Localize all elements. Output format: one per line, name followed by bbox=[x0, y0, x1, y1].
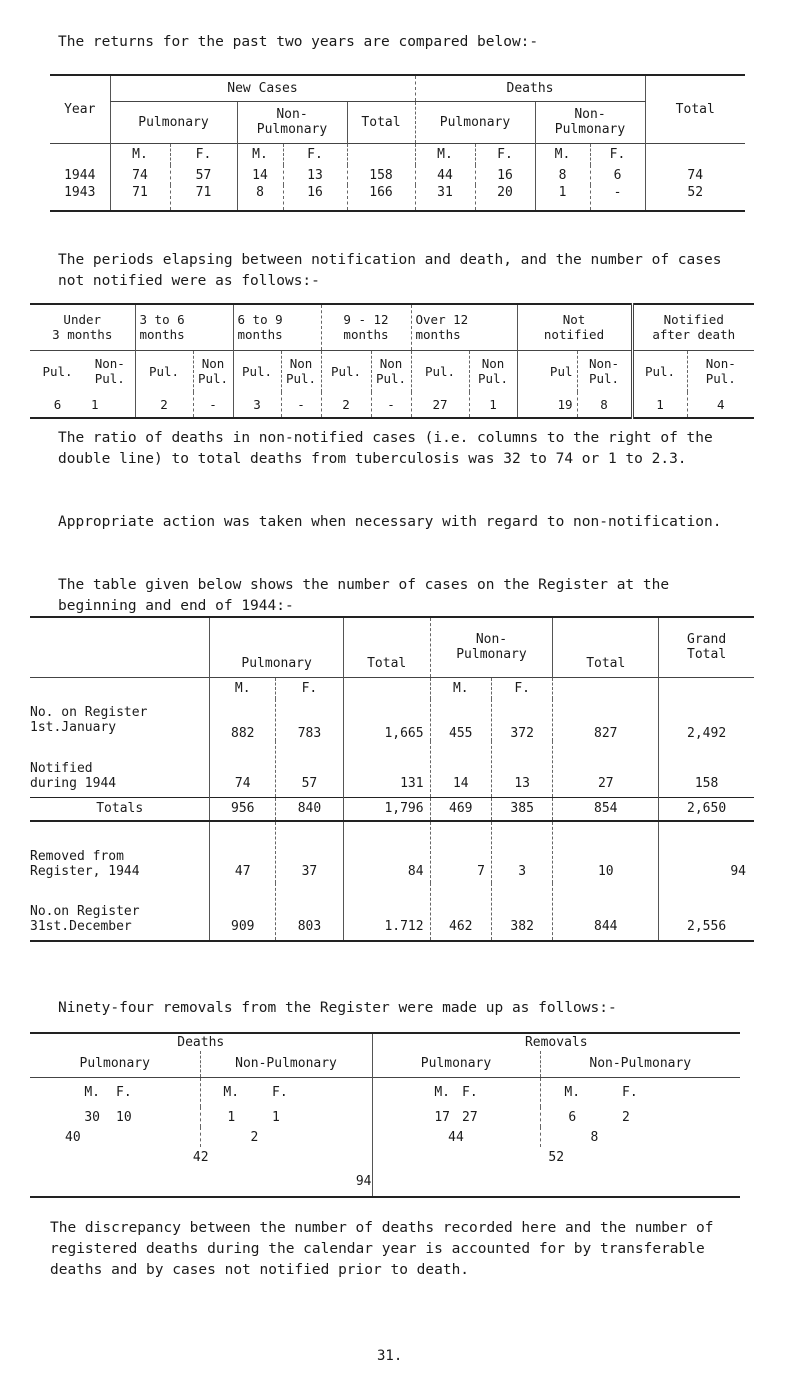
sex-f: F. bbox=[276, 677, 344, 699]
cell: 783 bbox=[276, 699, 344, 741]
subtotal-cell: 40 bbox=[65, 1129, 81, 1145]
sex-m: M. bbox=[415, 143, 475, 165]
cell: 385 bbox=[491, 797, 552, 821]
subtotal-cell: 8 bbox=[540, 1127, 740, 1147]
cell: - bbox=[590, 185, 645, 211]
removals-pulmonary-header: Pulmonary bbox=[372, 1051, 540, 1077]
ratio-text: The ratio of deaths in non-notified cases (i.e. columns to the right of the double line) to total deaths from tuberculosis was 32 to 74 or 1 to 2.3. bbox=[58, 430, 713, 467]
sex-f: F. bbox=[272, 1084, 288, 1100]
cell: 74 bbox=[110, 165, 170, 185]
value-cell: - bbox=[281, 392, 321, 418]
sex-m: M. bbox=[540, 1077, 604, 1107]
cell: 10 bbox=[116, 1109, 132, 1125]
cell: 57 bbox=[276, 741, 344, 797]
nonpul-sub: Non Pul. bbox=[193, 350, 233, 392]
nonpul-sub: Non Pul. bbox=[281, 350, 321, 392]
cell: 1,796 bbox=[343, 797, 430, 821]
pul-sub: Pul. bbox=[321, 350, 371, 392]
cell: 74 bbox=[210, 741, 276, 797]
cell: 1 bbox=[200, 1107, 262, 1127]
deaths-pulmonary-header: Pulmonary bbox=[415, 101, 535, 143]
cell: 844 bbox=[553, 883, 659, 941]
cell: 840 bbox=[276, 797, 344, 821]
row-label: No.on Register 31st.December bbox=[30, 904, 140, 934]
cell: 27 bbox=[553, 741, 659, 797]
cell: 158 bbox=[347, 165, 415, 185]
cell: 3 bbox=[491, 821, 552, 883]
cell: 84 bbox=[343, 821, 430, 883]
cell: 74 bbox=[645, 165, 745, 185]
pul-sub: Pul. bbox=[632, 350, 687, 392]
cell: 1 bbox=[535, 185, 590, 211]
removals-table bbox=[30, 1032, 740, 1198]
total-header: Total bbox=[343, 617, 430, 677]
cell: 372 bbox=[491, 699, 552, 741]
subtotal-cell: 2 bbox=[200, 1127, 372, 1147]
sex-m: M. bbox=[210, 677, 276, 699]
cell: 13 bbox=[283, 165, 347, 185]
value-cell: 3 bbox=[233, 392, 281, 418]
cell: 20 bbox=[475, 185, 535, 211]
row-label: No. on Register 1st.January bbox=[30, 705, 148, 735]
grand-total-header: Grand Total bbox=[659, 617, 754, 677]
sex-f: F. bbox=[116, 1084, 132, 1100]
notification-periods-table bbox=[30, 303, 754, 419]
value-cell: 2 bbox=[321, 392, 371, 418]
removals-non-pulmonary-header: Non-Pulmonary bbox=[540, 1051, 740, 1077]
cell: 47 bbox=[210, 821, 276, 883]
notified-after-death-header: Notified after death bbox=[632, 304, 754, 350]
non-pulmonary-header: Non- Pulmonary bbox=[430, 617, 553, 677]
cell: 57 bbox=[170, 165, 237, 185]
value-cell: 6 bbox=[53, 397, 62, 412]
row-label: Removed from Register, 1944 bbox=[30, 849, 140, 879]
value-cell: 1 bbox=[91, 397, 99, 412]
cell: 30 bbox=[84, 1109, 100, 1125]
cell: 8 bbox=[535, 165, 590, 185]
sex-m: M. bbox=[535, 143, 590, 165]
cell: 17 bbox=[372, 1107, 462, 1127]
cell: 6 bbox=[540, 1107, 604, 1127]
value-cell: 27 bbox=[411, 392, 469, 418]
value-cell: 8 bbox=[577, 392, 632, 418]
totals-label: Totals bbox=[96, 801, 144, 817]
sex-m: M. bbox=[110, 143, 170, 165]
row-year: 1943 bbox=[64, 185, 96, 200]
cell: 52 bbox=[645, 185, 745, 211]
cell: 1,665 bbox=[343, 699, 430, 741]
cell: 131 bbox=[343, 741, 430, 797]
pul-sub: Pul. bbox=[135, 350, 193, 392]
value-cell: 1 bbox=[469, 392, 517, 418]
cell: 2,556 bbox=[659, 883, 754, 941]
pulmonary-header: Pulmonary bbox=[210, 617, 343, 677]
returns-comparison-table bbox=[50, 74, 745, 212]
pul-sub: Pul bbox=[517, 350, 577, 392]
cell: 37 bbox=[276, 821, 344, 883]
cell: 462 bbox=[430, 883, 491, 941]
sex-f: F. bbox=[622, 1084, 638, 1100]
sex-m: M. bbox=[237, 143, 283, 165]
cell: 882 bbox=[210, 699, 276, 741]
over-12-months-header: Over 12 months bbox=[411, 304, 517, 350]
pul-sub: Pul. bbox=[42, 363, 73, 379]
cell: 27 bbox=[462, 1109, 478, 1125]
deaths-header: Deaths bbox=[415, 75, 645, 101]
value-cell: - bbox=[193, 392, 233, 418]
cell: 14 bbox=[237, 165, 283, 185]
cell: 854 bbox=[553, 797, 659, 821]
removals-total: 52 bbox=[372, 1147, 740, 1167]
cell: 14 bbox=[430, 741, 491, 797]
sex-m: M. bbox=[200, 1077, 262, 1107]
cell: 2 bbox=[622, 1109, 630, 1125]
3-to-6-months-header: 3 to 6 months bbox=[135, 304, 233, 350]
cell: 909 bbox=[210, 883, 276, 941]
cell: 10 bbox=[553, 821, 659, 883]
deaths-non-pulmonary-header: Non- Pulmonary bbox=[535, 101, 645, 143]
deaths-total: 42 bbox=[192, 1149, 209, 1165]
sex-f: F. bbox=[170, 143, 237, 165]
subtotal-cell: 44 bbox=[372, 1127, 540, 1147]
deaths-non-pulmonary-header: Non-Pulmonary bbox=[200, 1051, 372, 1077]
deaths-pulmonary-header: Pulmonary bbox=[79, 1056, 150, 1072]
cell: 16 bbox=[283, 185, 347, 211]
action-text: Appropriate action was taken when necessary with regard to non-notification. bbox=[58, 514, 722, 530]
non-pulmonary-header: Non- Pulmonary bbox=[237, 101, 347, 143]
cell: 803 bbox=[276, 883, 344, 941]
value-cell: - bbox=[371, 392, 411, 418]
cell: 94 bbox=[659, 821, 754, 883]
removals-intro-text: Ninety-four removals from the Register were made up as follows:- bbox=[58, 1000, 617, 1016]
cell: 827 bbox=[553, 699, 659, 741]
nonpul-sub: Non- Pul. bbox=[94, 356, 125, 387]
cell: 44 bbox=[415, 165, 475, 185]
nonpul-sub: Non Pul. bbox=[469, 350, 517, 392]
cell: 2,650 bbox=[659, 797, 754, 821]
register-intro-text: The table given below shows the number of cases on the Register at the beginning and end of 1944:- bbox=[58, 577, 670, 614]
value-cell: 19 bbox=[517, 392, 577, 418]
pul-sub: Pul. bbox=[233, 350, 281, 392]
cell: 2,492 bbox=[659, 699, 754, 741]
new-total-header: Total bbox=[347, 101, 415, 143]
row-year: 1944 bbox=[64, 167, 96, 183]
cell: 1 bbox=[272, 1109, 280, 1125]
value-cell: 1 bbox=[632, 392, 687, 418]
cell: 455 bbox=[430, 699, 491, 741]
page-number: 31. bbox=[377, 1348, 403, 1364]
deaths-header: Deaths bbox=[177, 1035, 225, 1050]
sex-f: F. bbox=[283, 143, 347, 165]
grand-total: 94 bbox=[355, 1174, 372, 1189]
row-label: Notified during 1944 bbox=[30, 760, 117, 791]
sex-f: F. bbox=[462, 1084, 478, 1100]
nonpul-sub: Non Pul. bbox=[371, 350, 411, 392]
discrepancy-text: The discrepancy between the number of deaths recorded here and the number of registered deaths during the calendar year is accounted for by transferable deaths and by cases not notified prior to death. bbox=[50, 1220, 714, 1278]
total2-header: Total bbox=[553, 617, 659, 677]
cell: 1.712 bbox=[343, 883, 430, 941]
register-table bbox=[30, 616, 754, 942]
cell: 16 bbox=[475, 165, 535, 185]
cell: 8 bbox=[237, 185, 283, 211]
sex-f: F. bbox=[475, 143, 535, 165]
cell: 158 bbox=[659, 741, 754, 797]
pul-sub: Pul. bbox=[411, 350, 469, 392]
year-header: Year bbox=[64, 101, 96, 117]
cell: 469 bbox=[430, 797, 491, 821]
nonpul-sub: Non- Pul. bbox=[577, 350, 632, 392]
cell: 13 bbox=[491, 741, 552, 797]
cell: 31 bbox=[415, 185, 475, 211]
sex-f: F. bbox=[590, 143, 645, 165]
sex-m: M. bbox=[84, 1084, 100, 1100]
cell: 6 bbox=[590, 165, 645, 185]
sex-f: F. bbox=[491, 677, 552, 699]
periods-text: The periods elapsing between notification and death, and the number of cases not notified were as follows:- bbox=[58, 252, 722, 289]
6-to-9-months-header: 6 to 9 months bbox=[233, 304, 321, 350]
not-notified-header: Not notified bbox=[517, 304, 632, 350]
total-header: Total bbox=[645, 75, 745, 143]
pulmonary-header: Pulmonary bbox=[110, 101, 237, 143]
cell: 7 bbox=[430, 821, 491, 883]
removals-header: Removals bbox=[372, 1033, 740, 1051]
new-cases-header: New Cases bbox=[110, 75, 415, 101]
cell: 166 bbox=[347, 185, 415, 211]
under-3-months-header: Under 3 months bbox=[52, 312, 113, 343]
value-cell: 2 bbox=[135, 392, 193, 418]
intro-text: The returns for the past two years are compared below:- bbox=[58, 34, 539, 50]
value-cell: 4 bbox=[687, 392, 754, 418]
cell: 71 bbox=[110, 185, 170, 211]
sex-m: M. bbox=[430, 677, 491, 699]
cell: 382 bbox=[491, 883, 552, 941]
9-to-12-months-header: 9 - 12 months bbox=[321, 304, 411, 350]
cell: 956 bbox=[210, 797, 276, 821]
cell: 71 bbox=[170, 185, 237, 211]
sex-m: M. bbox=[372, 1077, 462, 1107]
nonpul-sub: Non- Pul. bbox=[687, 350, 754, 392]
